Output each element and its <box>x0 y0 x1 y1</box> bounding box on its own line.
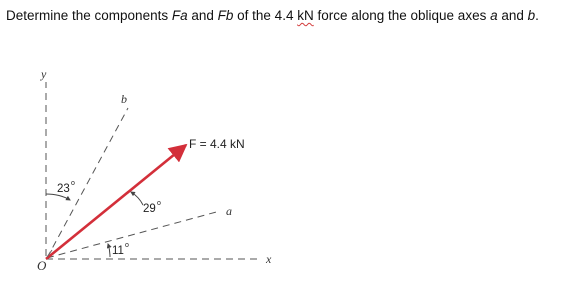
angle-label-11: 11 <box>112 245 124 257</box>
b-axis-label: b <box>121 92 127 106</box>
angle-degree-29: o <box>157 200 161 207</box>
angle-arc-29 <box>131 192 143 205</box>
angle-label-29: 29 <box>143 203 156 215</box>
fb-symbol: Fb <box>217 8 234 23</box>
angle-arc-11 <box>108 244 110 257</box>
y-axis-label: y <box>41 67 47 81</box>
force-vector <box>46 145 186 259</box>
x-axis-label: x <box>266 252 272 266</box>
a-axis <box>47 211 220 258</box>
axis-a-symbol: a <box>490 8 498 23</box>
fa-symbol: Fa <box>171 8 188 23</box>
angle-degree-11: o <box>125 242 129 249</box>
axis-b-symbol: b <box>527 8 536 23</box>
angle-label-23: 23 <box>57 183 70 195</box>
origin-label: O <box>37 258 47 273</box>
problem-statement: Determine the components Fa and Fb of the 4.4 kN force along the oblique axes a and b. <box>6 8 539 23</box>
angle-degree-23: o <box>71 180 75 187</box>
force-label: F = 4.4 kN <box>189 137 245 151</box>
unit-kn: kN <box>297 8 314 23</box>
a-axis-label: a <box>226 204 232 218</box>
